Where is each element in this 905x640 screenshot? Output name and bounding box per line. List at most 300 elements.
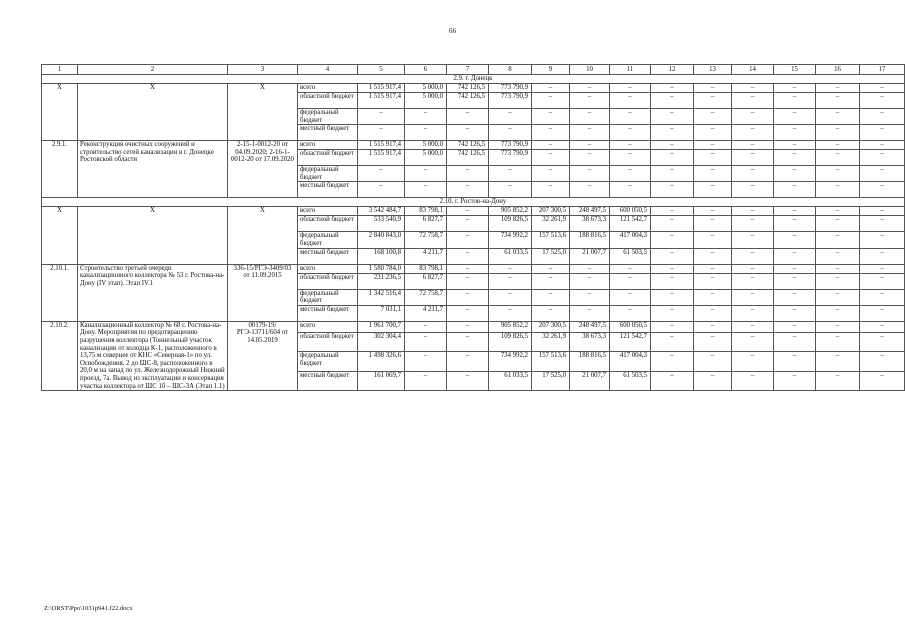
value-cell: – xyxy=(774,264,816,273)
value-cell: 188 816,5 xyxy=(570,232,610,248)
value-cell: – xyxy=(489,264,532,273)
value-cell: – xyxy=(532,141,570,150)
value-cell: – xyxy=(774,232,816,248)
value-cell: 61 033,5 xyxy=(489,248,532,264)
value-cell: – xyxy=(405,125,447,141)
value-cell: 4 211,7 xyxy=(405,248,447,264)
value-cell: – xyxy=(447,289,489,305)
value-cell: – xyxy=(694,141,732,150)
column-number-3: 3 xyxy=(228,65,298,75)
value-cell: – xyxy=(732,305,774,321)
value-cell: 773 790,9 xyxy=(489,141,532,150)
value-cell: – xyxy=(860,93,905,109)
document-code: X xyxy=(228,207,298,264)
budget-source-label: федеральный бюджет xyxy=(298,352,358,372)
value-cell: – xyxy=(610,93,651,109)
value-cell: – xyxy=(816,264,860,273)
value-cell: – xyxy=(860,141,905,150)
table-body xyxy=(42,75,905,391)
budget-source-label: областной бюджет xyxy=(298,332,358,351)
table-row xyxy=(42,141,905,150)
item-number: X xyxy=(42,84,78,141)
value-cell: – xyxy=(860,207,905,216)
value-cell: – xyxy=(774,289,816,305)
value-cell: – xyxy=(447,248,489,264)
value-cell: – xyxy=(489,109,532,125)
value-cell: – xyxy=(694,166,732,182)
value-cell: – xyxy=(447,332,489,351)
value-cell: 905 852,2 xyxy=(489,207,532,216)
value-cell: – xyxy=(694,305,732,321)
value-cell: 109 826,5 xyxy=(489,332,532,351)
value-cell: – xyxy=(732,371,774,390)
value-cell: – xyxy=(816,207,860,216)
value-cell: – xyxy=(447,109,489,125)
value-cell: – xyxy=(651,182,694,198)
item-number: 2.10.2. xyxy=(42,321,78,390)
value-cell: – xyxy=(732,125,774,141)
value-cell: 157 513,6 xyxy=(532,232,570,248)
value-cell: – xyxy=(610,166,651,182)
table-row xyxy=(42,321,905,332)
value-cell: 773 790,9 xyxy=(489,93,532,109)
value-cell: – xyxy=(732,321,774,332)
budget-source-label: всего xyxy=(298,264,358,273)
value-cell: – xyxy=(610,150,651,166)
value-cell: 3 542 484,7 xyxy=(358,207,405,216)
value-cell: – xyxy=(447,352,489,372)
value-cell: – xyxy=(532,305,570,321)
value-cell: – xyxy=(732,166,774,182)
item-name: X xyxy=(78,84,228,141)
value-cell: – xyxy=(405,352,447,372)
value-cell: – xyxy=(405,182,447,198)
value-cell: – xyxy=(774,166,816,182)
budget-source-label: всего xyxy=(298,84,358,93)
value-cell: – xyxy=(447,305,489,321)
item-name: Строительство третьей очереди канализационного коллектора № 53 г. Ростова-на-Дону (IV этап). Этап IV.1 xyxy=(78,264,228,321)
value-cell: – xyxy=(860,371,905,390)
value-cell: – xyxy=(816,93,860,109)
column-number-5: 5 xyxy=(358,65,405,75)
value-cell: – xyxy=(447,216,489,232)
value-cell: 21 007,7 xyxy=(570,371,610,390)
value-cell: – xyxy=(651,273,694,289)
value-cell: 248 497,5 xyxy=(570,321,610,332)
value-cell: – xyxy=(816,352,860,372)
value-cell: – xyxy=(860,182,905,198)
budget-source-label: местный бюджет xyxy=(298,125,358,141)
value-cell: – xyxy=(816,109,860,125)
value-cell: – xyxy=(651,248,694,264)
value-cell: – xyxy=(447,273,489,289)
value-cell: – xyxy=(732,216,774,232)
value-cell: 5 000,0 xyxy=(405,84,447,93)
value-cell: – xyxy=(610,109,651,125)
value-cell: – xyxy=(774,273,816,289)
value-cell: – xyxy=(774,93,816,109)
value-cell: 1 961 700,7 xyxy=(358,321,405,332)
value-cell: 7 031,1 xyxy=(358,305,405,321)
value-cell: – xyxy=(447,264,489,273)
value-cell: – xyxy=(694,109,732,125)
value-cell: – xyxy=(651,216,694,232)
value-cell: – xyxy=(694,352,732,372)
column-number-11: 11 xyxy=(610,65,651,75)
value-cell: – xyxy=(694,93,732,109)
value-cell: 742 126,5 xyxy=(447,84,489,93)
value-cell: – xyxy=(732,248,774,264)
value-cell: – xyxy=(489,289,532,305)
value-cell: 61 503,5 xyxy=(610,248,651,264)
value-cell: 168 100,8 xyxy=(358,248,405,264)
value-cell: – xyxy=(732,273,774,289)
value-cell: 6 827,7 xyxy=(405,273,447,289)
value-cell: 72 758,7 xyxy=(405,289,447,305)
value-cell: – xyxy=(774,371,816,390)
budget-source-label: федеральный бюджет xyxy=(298,232,358,248)
value-cell: – xyxy=(570,166,610,182)
value-cell: – xyxy=(732,109,774,125)
value-cell: – xyxy=(532,84,570,93)
value-cell: – xyxy=(405,371,447,390)
value-cell: – xyxy=(816,232,860,248)
value-cell: – xyxy=(447,182,489,198)
value-cell: – xyxy=(447,166,489,182)
value-cell: – xyxy=(358,109,405,125)
value-cell: 188 816,5 xyxy=(570,352,610,372)
value-cell: – xyxy=(774,150,816,166)
value-cell: 600 050,5 xyxy=(610,207,651,216)
value-cell: – xyxy=(447,232,489,248)
value-cell: 61 033,5 xyxy=(489,371,532,390)
value-cell: – xyxy=(610,305,651,321)
value-cell: 207 300,5 xyxy=(532,321,570,332)
value-cell: – xyxy=(732,289,774,305)
value-cell: – xyxy=(651,264,694,273)
table-row xyxy=(42,84,905,93)
value-cell: – xyxy=(610,182,651,198)
value-cell: – xyxy=(774,109,816,125)
value-cell: – xyxy=(610,84,651,93)
column-number-6: 6 xyxy=(405,65,447,75)
value-cell: – xyxy=(694,207,732,216)
value-cell: – xyxy=(860,248,905,264)
value-cell: 742 126,5 xyxy=(447,141,489,150)
value-cell: – xyxy=(651,232,694,248)
value-cell: 61 503,5 xyxy=(610,371,651,390)
value-cell: – xyxy=(816,216,860,232)
value-cell: 38 673,3 xyxy=(570,332,610,351)
value-cell: – xyxy=(816,371,860,390)
column-number-12: 12 xyxy=(651,65,694,75)
value-cell: – xyxy=(694,264,732,273)
value-cell: 4 211,7 xyxy=(405,305,447,321)
value-cell: – xyxy=(532,166,570,182)
value-cell: 248 497,5 xyxy=(570,207,610,216)
value-cell: – xyxy=(860,332,905,351)
value-cell: 207 300,5 xyxy=(532,207,570,216)
item-number: 2.9.1. xyxy=(42,141,78,198)
value-cell: – xyxy=(447,371,489,390)
value-cell: 5 000,0 xyxy=(405,150,447,166)
value-cell: – xyxy=(651,166,694,182)
item-name: Канализационный коллектор № 68 г. Ростова-на-Дону. Мероприятия по предотвращению разрушения коллектора (Тоннельный участок канализации от колодца К-1, расположенного в 13,75 м севернее от КНС «Северная-1» по ул. Освобождения, 2 до ШС-8, расположенного в 20,0 м на запад по ул. Железнодорожный Нижний проезд, 7а. Вывод из эксплуатации и консервация участка коллектора от ШС 1б – ШС-3А (Этап 1.1) xyxy=(78,321,228,390)
value-cell: – xyxy=(489,125,532,141)
value-cell: 231 236,5 xyxy=(358,273,405,289)
budget-source-label: местный бюджет xyxy=(298,182,358,198)
value-cell: – xyxy=(732,352,774,372)
value-cell: – xyxy=(694,84,732,93)
value-cell: – xyxy=(860,125,905,141)
value-cell: 1 580 784,0 xyxy=(358,264,405,273)
value-cell: – xyxy=(570,305,610,321)
value-cell: 17 525,0 xyxy=(532,371,570,390)
value-cell: – xyxy=(694,273,732,289)
value-cell: 2 840 843,0 xyxy=(358,232,405,248)
value-cell: – xyxy=(489,166,532,182)
value-cell: – xyxy=(570,150,610,166)
budget-source-label: всего xyxy=(298,207,358,216)
value-cell: – xyxy=(532,289,570,305)
value-cell: – xyxy=(816,125,860,141)
value-cell: – xyxy=(694,216,732,232)
item-name: X xyxy=(78,207,228,264)
column-number-16: 16 xyxy=(816,65,860,75)
value-cell: – xyxy=(610,273,651,289)
value-cell: 83 798,1 xyxy=(405,264,447,273)
value-cell: – xyxy=(774,84,816,93)
value-cell: – xyxy=(570,109,610,125)
value-cell: – xyxy=(694,289,732,305)
value-cell: – xyxy=(816,166,860,182)
value-cell: – xyxy=(860,264,905,273)
value-cell: 773 790,9 xyxy=(489,84,532,93)
value-cell: – xyxy=(610,264,651,273)
document-code: 336-15/РГЭ-3409/03 от 11.09.2015 xyxy=(228,264,298,321)
value-cell: 1 515 917,4 xyxy=(358,150,405,166)
section-title: 2.10. г. Ростов-на-Дону xyxy=(42,198,905,207)
value-cell: 121 542,7 xyxy=(610,332,651,351)
value-cell: – xyxy=(570,273,610,289)
value-cell: – xyxy=(610,125,651,141)
value-cell: – xyxy=(694,150,732,166)
value-cell: – xyxy=(694,248,732,264)
section-row xyxy=(42,75,905,84)
column-number-14: 14 xyxy=(732,65,774,75)
value-cell: – xyxy=(405,166,447,182)
value-cell: – xyxy=(774,352,816,372)
budget-source-label: местный бюджет xyxy=(298,371,358,390)
value-cell: – xyxy=(651,207,694,216)
value-cell: – xyxy=(405,109,447,125)
budget-source-label: областной бюджет xyxy=(298,273,358,289)
value-cell: – xyxy=(732,84,774,93)
budget-source-label: федеральный бюджет xyxy=(298,166,358,182)
value-cell: 417 004,3 xyxy=(610,232,651,248)
value-cell: – xyxy=(651,332,694,351)
program-financing-table xyxy=(41,64,905,391)
value-cell: 109 826,5 xyxy=(489,216,532,232)
value-cell: – xyxy=(860,150,905,166)
column-number-13: 13 xyxy=(694,65,732,75)
value-cell: 742 126,5 xyxy=(447,150,489,166)
column-number-2: 2 xyxy=(78,65,228,75)
value-cell: – xyxy=(694,182,732,198)
value-cell: – xyxy=(816,84,860,93)
column-number-10: 10 xyxy=(570,65,610,75)
value-cell: 121 542,7 xyxy=(610,216,651,232)
column-number-8: 8 xyxy=(489,65,532,75)
value-cell: 533 540,9 xyxy=(358,216,405,232)
column-number-header xyxy=(42,65,905,75)
value-cell: 5 000,0 xyxy=(405,93,447,109)
value-cell: 734 992,2 xyxy=(489,352,532,372)
value-cell: 905 852,2 xyxy=(489,321,532,332)
value-cell: 417 004,3 xyxy=(610,352,651,372)
value-cell: – xyxy=(570,125,610,141)
value-cell: 734 992,2 xyxy=(489,232,532,248)
value-cell: 302 304,4 xyxy=(358,332,405,351)
value-cell: 83 798,1 xyxy=(405,207,447,216)
value-cell: – xyxy=(774,216,816,232)
document-code: 2-15-1-0012-20 от 04.09.2020; 2-16-1-0012-20 от 17.09.2020 xyxy=(228,141,298,198)
value-cell: 157 513,6 xyxy=(532,352,570,372)
value-cell: – xyxy=(694,125,732,141)
value-cell: – xyxy=(570,93,610,109)
value-cell: – xyxy=(774,182,816,198)
value-cell: – xyxy=(570,84,610,93)
value-cell: 161 069,7 xyxy=(358,371,405,390)
value-cell: 5 000,0 xyxy=(405,141,447,150)
value-cell: 21 007,7 xyxy=(570,248,610,264)
budget-source-label: местный бюджет xyxy=(298,305,358,321)
item-number: 2.10.1. xyxy=(42,264,78,321)
program-table-wrapper xyxy=(41,64,886,391)
value-cell: – xyxy=(774,321,816,332)
budget-source-label: областной бюджет xyxy=(298,150,358,166)
value-cell: – xyxy=(732,264,774,273)
budget-source-label: федеральный бюджет xyxy=(298,109,358,125)
value-cell: – xyxy=(816,305,860,321)
value-cell: – xyxy=(732,93,774,109)
value-cell: 1 515 917,4 xyxy=(358,141,405,150)
value-cell: 32 261,9 xyxy=(532,216,570,232)
value-cell: – xyxy=(732,332,774,351)
document-code: 00179-19/РГЭ-13711/604 от 14.05.2019 xyxy=(228,321,298,390)
value-cell: 1 515 917,4 xyxy=(358,93,405,109)
value-cell: 1 498 326,6 xyxy=(358,352,405,372)
value-cell: – xyxy=(774,207,816,216)
value-cell: – xyxy=(532,109,570,125)
value-cell: – xyxy=(651,93,694,109)
table-row xyxy=(42,207,905,216)
value-cell: – xyxy=(651,289,694,305)
value-cell: – xyxy=(860,289,905,305)
value-cell: – xyxy=(860,166,905,182)
value-cell: 773 790,9 xyxy=(489,150,532,166)
value-cell: – xyxy=(651,109,694,125)
value-cell: – xyxy=(532,182,570,198)
value-cell: – xyxy=(816,182,860,198)
value-cell: – xyxy=(774,125,816,141)
value-cell: 38 673,3 xyxy=(570,216,610,232)
value-cell: – xyxy=(651,321,694,332)
value-cell: – xyxy=(532,93,570,109)
value-cell: – xyxy=(358,166,405,182)
budget-source-label: областной бюджет xyxy=(298,216,358,232)
column-number-15: 15 xyxy=(774,65,816,75)
value-cell: – xyxy=(816,321,860,332)
column-number-7: 7 xyxy=(447,65,489,75)
column-number-1: 1 xyxy=(42,65,78,75)
value-cell: – xyxy=(489,273,532,289)
value-cell: – xyxy=(774,141,816,150)
value-cell: – xyxy=(532,150,570,166)
value-cell: – xyxy=(816,289,860,305)
budget-source-label: всего xyxy=(298,141,358,150)
value-cell: – xyxy=(405,332,447,351)
value-cell: – xyxy=(860,109,905,125)
value-cell: – xyxy=(860,273,905,289)
value-cell: – xyxy=(816,150,860,166)
section-title: 2.9. г. Донецк xyxy=(42,75,905,84)
value-cell: – xyxy=(532,125,570,141)
value-cell: – xyxy=(860,305,905,321)
value-cell: – xyxy=(816,273,860,289)
budget-source-label: областной бюджет xyxy=(298,93,358,109)
value-cell: 1 342 516,4 xyxy=(358,289,405,305)
value-cell: 742 126,5 xyxy=(447,93,489,109)
value-cell: – xyxy=(570,182,610,198)
value-cell: – xyxy=(774,305,816,321)
value-cell: – xyxy=(651,84,694,93)
value-cell: – xyxy=(489,182,532,198)
value-cell: – xyxy=(651,125,694,141)
value-cell: – xyxy=(358,182,405,198)
column-number-17: 17 xyxy=(860,65,905,75)
budget-source-label: федеральный бюджет xyxy=(298,289,358,305)
budget-source-label: местный бюджет xyxy=(298,248,358,264)
value-cell: 72 758,7 xyxy=(405,232,447,248)
item-number: X xyxy=(42,207,78,264)
value-cell: – xyxy=(816,248,860,264)
value-cell: 32 261,9 xyxy=(532,332,570,351)
value-cell: 600 050,5 xyxy=(610,321,651,332)
value-cell: – xyxy=(610,289,651,305)
value-cell: – xyxy=(651,150,694,166)
value-cell: – xyxy=(860,84,905,93)
value-cell: – xyxy=(774,332,816,351)
value-cell: – xyxy=(358,125,405,141)
value-cell: – xyxy=(860,216,905,232)
value-cell: – xyxy=(532,273,570,289)
file-path-footer: Z:\ORST\Ppo\1031p941.f22.docx xyxy=(44,605,133,612)
value-cell: – xyxy=(732,207,774,216)
page-number: 66 xyxy=(449,27,456,35)
value-cell: – xyxy=(610,141,651,150)
value-cell: – xyxy=(651,352,694,372)
value-cell: – xyxy=(694,321,732,332)
column-number-4: 4 xyxy=(298,65,358,75)
value-cell: – xyxy=(732,182,774,198)
value-cell: – xyxy=(732,141,774,150)
value-cell: – xyxy=(816,332,860,351)
value-cell: – xyxy=(651,305,694,321)
value-cell: – xyxy=(447,207,489,216)
value-cell: – xyxy=(694,232,732,248)
value-cell: – xyxy=(732,150,774,166)
